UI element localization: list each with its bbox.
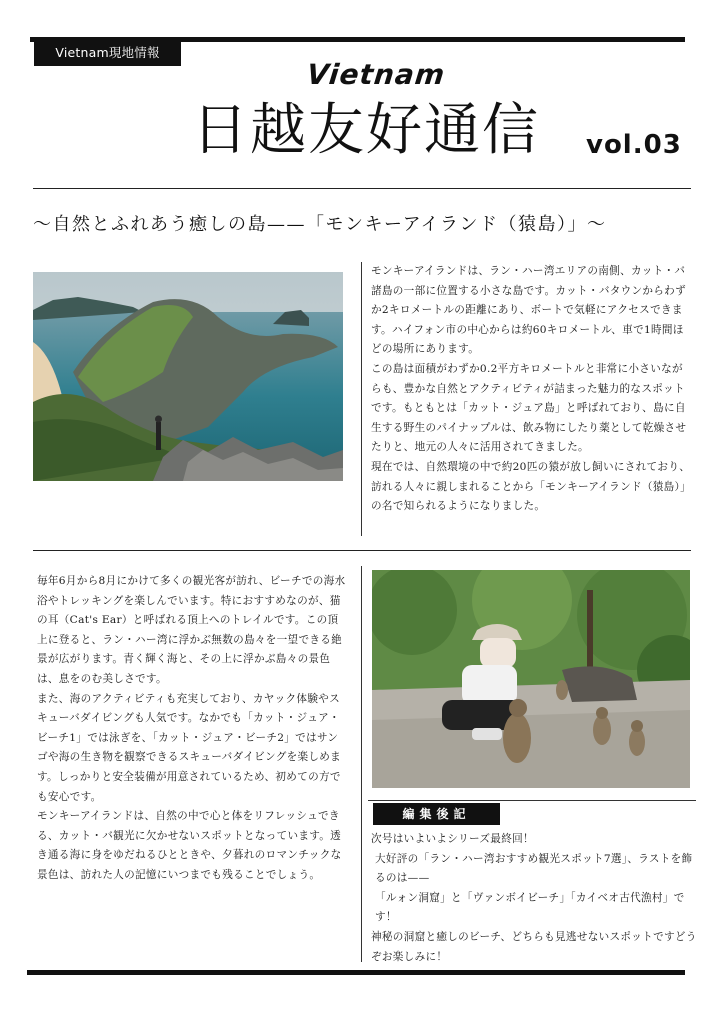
section-tag: Vietnam現地情報 [34, 40, 181, 66]
paragraph: 毎年6月から8月にかけて多くの観光客が訪れ、ビーチでの海水浴やトレッキングを楽しんでいます。特におすすめなのが、猫の耳（Cat's Ear）と呼ばれる頂上へのトレイルです。この頂上に登ると、ラン・ハー湾に浮かぶ無数の島々を一望できる絶景が広がります。青く輝く海と、その上に浮かぶ島々の景色は、息をのむ美しさです。 [37, 575, 346, 685]
column-divider-top [361, 262, 362, 536]
editor-note-line: 神秘の洞窟と癒しのビーチ、どちらも見逃せないスポットですどうぞお楽しみに！ [371, 930, 697, 963]
island-photo [33, 272, 343, 481]
article-subtitle: 〜自然とふれあう癒しの島——「モンキーアイランド（猿島）」〜 [33, 214, 607, 235]
section1-text [371, 262, 693, 517]
column-divider-bottom [361, 566, 362, 962]
paragraph: この島は面積がわずか0.2平方キロメートルと非常に小さいながらも、豊かな自然とアクティビティが詰まった魅力的なスポットです。もともとは「カット・ジュア島」と呼ばれており、島に自生する野生のパイナップルは、飲み物にしたり薬として乾燥させたりと、地元の人々に活用されてきました。 [371, 362, 687, 454]
paragraph: 現在では、自然環境の中で約20匹の猿が放し飼いにされており、訪れる人々に親しまれることから「モンキーアイランド（猿島）」の名で知られるようになりました。 [371, 460, 692, 513]
section2-text [37, 572, 348, 886]
volume-number: vol.03 [586, 130, 682, 160]
editor-note-text [371, 830, 697, 967]
monkeys-photo [372, 570, 690, 788]
paragraph: モンキーアイランドは、ラン・ハー湾エリアの南側、カット・バ諸島の一部に位置する小さな島です。カット・バタウンからわずか2キロメートルの距離にあり、ボートで気軽にアクセスできます。ハイフォン市の中心からは約60キロメートル、車で1時間ほどの場所にあります。 [371, 265, 686, 356]
editor-note-heading: 編集後記 [373, 803, 500, 825]
paragraph: また、海のアクティビティも充実しており、カヤック体験やスキューバダイビングも人気です。なかでも「カット・ジュア・ビーチ1」では泳ぎを、「カット・ジュア・ビーチ2」ではサンゴや海の生き物を観察できるスキューバダイビングを楽しめます。しっかりと安全装備が用意されているため、初めての方でも安心です。 [37, 692, 342, 803]
editor-box-rule [368, 800, 696, 801]
bottom-rule [27, 970, 685, 975]
page-title: 日越友好通信 [192, 98, 540, 163]
editor-note-line: 次号はいよいよシリーズ最終回！ [371, 833, 534, 845]
editor-note-line: 「ルォン洞窟」と「ヴァンボイビーチ」「カイベオ古代漁村」です！ [375, 891, 685, 924]
header-divider [33, 188, 691, 189]
paragraph: モンキーアイランドは、自然の中で心と体をリフレッシュできる、カット・バ観光に欠かせないスポットとなっています。透き通る海に身をゆだねるひとときや、夕暮れのロマンチックな景色は、訪れた人の記憶にいつまでも残ることでしょう。 [37, 810, 342, 881]
editor-note-line: 大好評の「ラン・ハー湾おすすめ観光スポット7選」、ラストを飾るのは—— [375, 852, 693, 885]
script-title: Vietnam [305, 58, 447, 91]
section-divider [33, 550, 691, 551]
